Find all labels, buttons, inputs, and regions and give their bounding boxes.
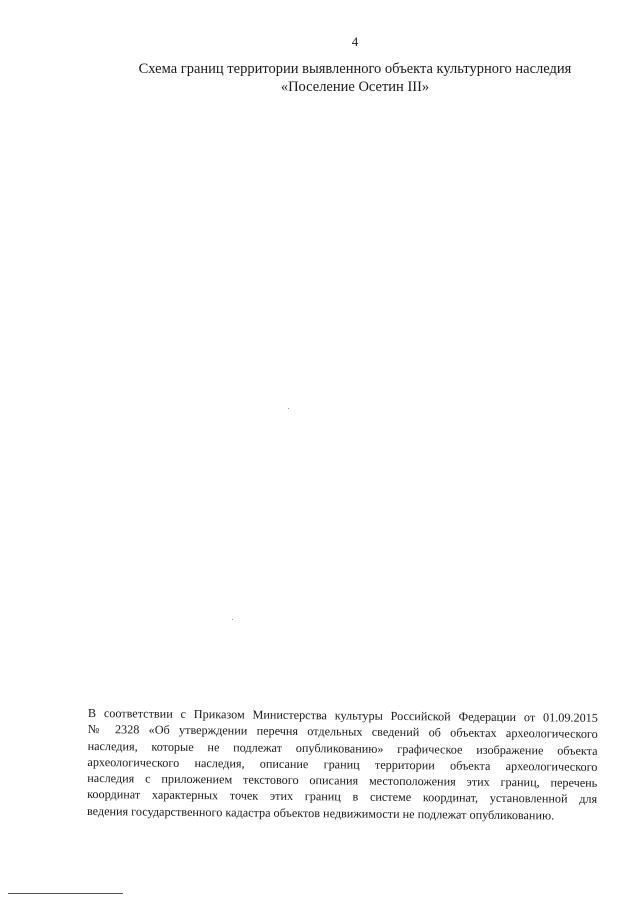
notice-line: археологического наследия, описание границ территории объекта археологического xyxy=(87,754,598,774)
notice-line: В соответствии с Приказом Министерства культуры Российской Федерации от 01.09.2015 xyxy=(87,705,598,725)
publication-restriction-notice xyxy=(87,705,598,824)
title-line-2: «Поселение Осетин III» xyxy=(280,79,430,95)
scan-speck xyxy=(288,408,289,409)
footnote-rule xyxy=(8,893,123,894)
notice-line: № 2328 «Об утверждении перечня отдельных сведений об объектах археологического xyxy=(87,722,598,742)
scan-speck xyxy=(232,619,233,620)
title-line-1: Схема границ территории выявленного объекта культурного наследия xyxy=(138,61,572,77)
notice-line: наследия, которые не подлежат опубликованию» графическое изображение объекта xyxy=(87,738,598,758)
notice-line: координат характерных точек этих границ в системе координат, установленной для xyxy=(87,787,598,807)
document-title xyxy=(110,60,600,96)
notice-line: наследия с приложением текстового описания местоположения этих границ, перечень xyxy=(87,771,598,791)
notice-line: ведения государственного кадастра объектов недвижимости не подлежат опубликованию. xyxy=(86,803,555,823)
page-number: 4 xyxy=(351,34,359,49)
